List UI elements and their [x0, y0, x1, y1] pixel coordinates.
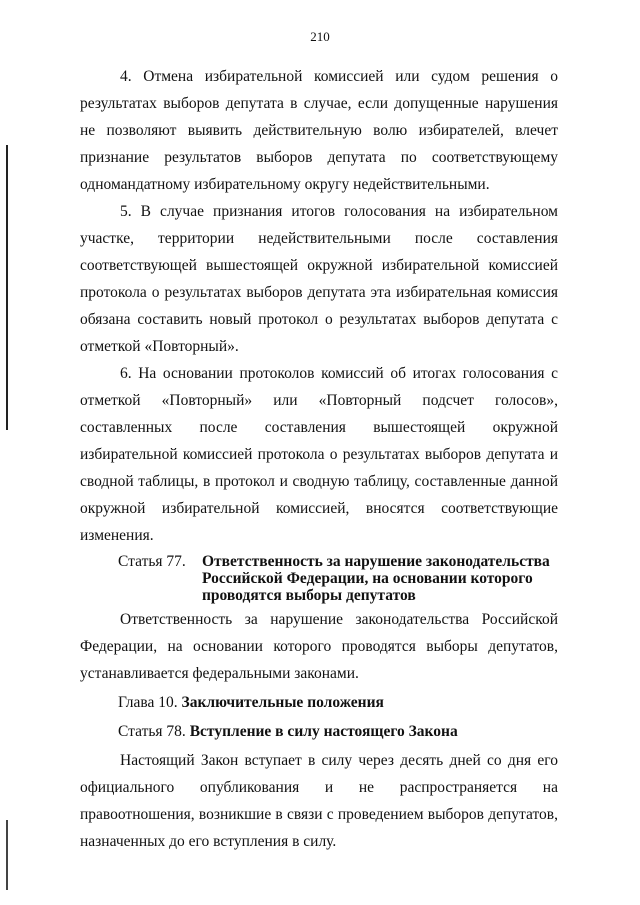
- article-77-title: Ответственность за нарушение законодательства Российской Федерации, на основании которого проводятся выборы депутатов: [202, 553, 550, 604]
- paragraph-6: 6. На основании протоколов комиссий об итогах голосования с отметкой «Повторный» или «Повторный подсчет голосов», составленных после составления вышестоящей окружной избирательной комиссией протокола о результатах выборов депутата и сводной таблицы, в протокол и сводную таблицу, составленные данной окружной избирательной комиссией, вносятся соответствующие изменения.: [80, 365, 558, 544]
- article-78-prefix: Статья 78.: [118, 723, 186, 740]
- article-77-number: Статья 77.: [118, 553, 186, 570]
- chapter-10-title: Заключительные положения: [181, 694, 384, 711]
- chapter-10-heading: [80, 689, 558, 716]
- paragraph-5: 5. В случае признания итогов голосования на избирательном участке, территории недействительными после составления соответствующей вышестоящей окружной избирательной комиссией протокола о результатах выборов депутата эта избирательная комиссия обязана составить новый протокол о результатах выборов депутата с отметкой «Повторный».: [80, 203, 558, 355]
- document-body: [80, 63, 558, 855]
- page-number: 210: [310, 29, 330, 44]
- article-78-title: Вступление в силу настоящего Закона: [189, 723, 458, 740]
- article-77-heading: [118, 553, 558, 604]
- article-77-text: Ответственность за нарушение законодательства Российской Федерации, на основании которого проводятся выборы депутатов, устанавливается федеральными законами.: [80, 611, 558, 682]
- scan-edge-mark: [6, 145, 8, 430]
- paragraph-4: 4. Отмена избирательной комиссией или судом решения о результатах выборов депутата в случае, если допущенные нарушения не позволяют выявить действительную волю избирателей, влечет признание результатов выборов депутата по соответствующему одномандатному избирательному округу недействительными.: [80, 68, 558, 193]
- article-78-heading: [80, 718, 558, 745]
- scan-edge-mark-bottom: [6, 820, 8, 890]
- chapter-10-prefix: Глава 10.: [118, 694, 178, 711]
- article-78-text: Настоящий Закон вступает в силу через десять дней со дня его официального опубликования и не распространяется на правоотношения, возникшие в связи с проведением выборов депутатов, назначенных до его вступления в силу.: [80, 752, 558, 850]
